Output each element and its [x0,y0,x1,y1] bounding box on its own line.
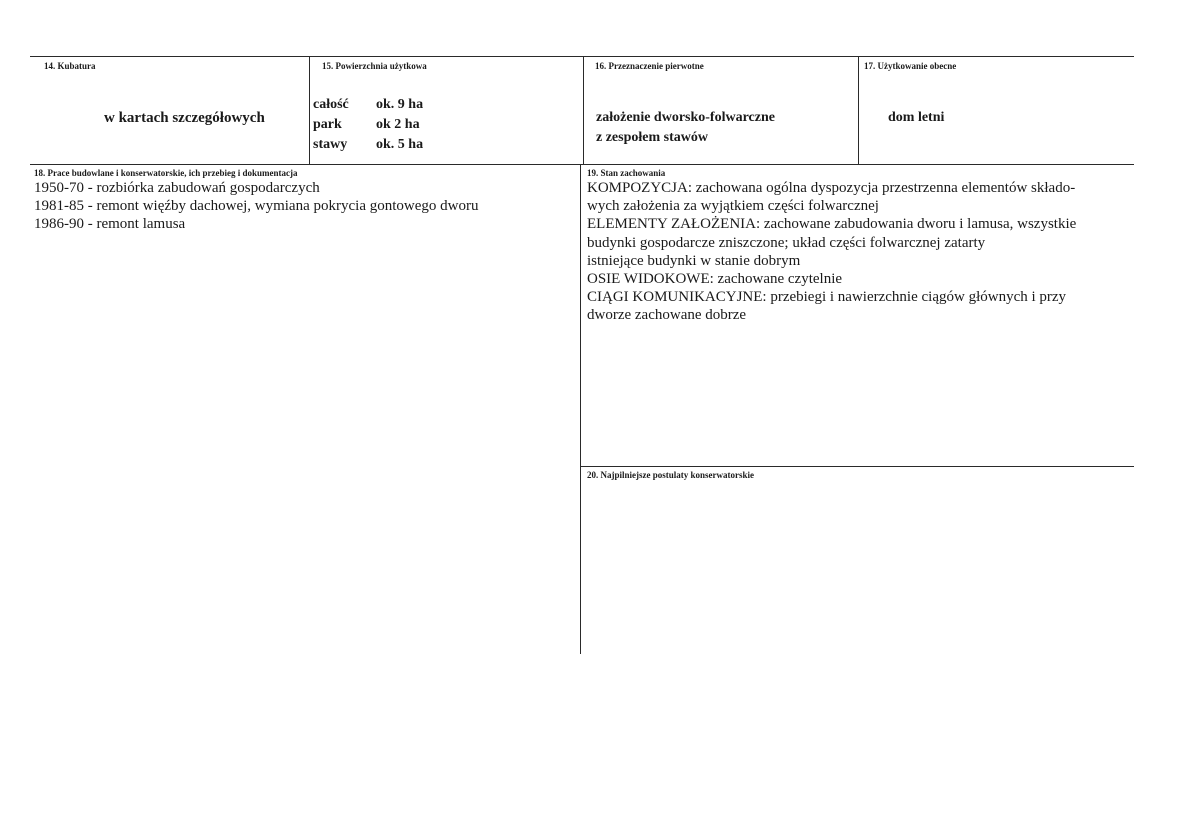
area-label: stawy [313,137,348,152]
kubatura-value: w kartach szczegółowych [104,110,265,126]
text-line: OSIE WIDOKOWE: zachowane czytelnie [587,270,843,287]
text-line: budynki gospodarcze zniszczone; układ części folwarcznej zatarty [587,234,986,251]
text-line: 1950-70 - rozbiórka zabudowań gospodarczych [34,180,320,196]
przeznaczenie-header: 16. Przeznaczenie pierwotne [595,61,704,71]
uzytkowanie-value: dom letni [888,110,945,125]
area-label: całość [313,97,349,112]
area-value: ok. 5 ha [376,137,424,152]
row1-top-rule [30,56,1134,57]
section18-header: 18. Prace budowlane i konserwatorskie, ich przebieg i dokumentacja [34,168,298,178]
section18-body [34,179,478,234]
section20-top-rule [580,466,1134,467]
col-divider-15 [309,56,310,165]
text-line: dworze zachowane dobrze [587,307,747,324]
area-value: ok 2 ha [376,117,420,132]
text-line: 1981-85 - remont więźby dachowej, wymiana pokrycia gontowego dworu [34,198,479,215]
section20-header: 20. Najpilniejsze postulaty konserwatorskie [587,470,754,480]
text-line: KOMPOZYCJA: zachowana ogólna dyspozycja przestrzenna elementów składo- [587,180,1076,196]
row1-bottom-rule [30,164,1134,165]
przeznaczenie-line: z zespołem stawów [596,130,708,145]
center-divider [580,164,581,654]
uzytkowanie-header: 17. Użytkowanie obecne [864,61,957,71]
przeznaczenie-line: założenie dworsko-folwarczne [596,110,775,125]
text-line: CIĄGI KOMUNIKACYJNE: przebiegi i nawierzchnie ciągów głównych i przy [587,289,1067,306]
kubatura-header: 14. Kubatura [44,61,96,71]
text-line: wych założenia za wyjątkiem części folwarcznej [587,198,879,215]
area-value: ok. 9 ha [376,97,424,112]
section19-body [587,179,1076,325]
col-divider-17 [858,56,859,165]
text-line: 1986-90 - remont lamusa [34,216,186,233]
area-label: park [313,117,342,132]
col-divider-16 [583,56,584,165]
text-line: istniejące budynki w stanie dobrym [587,252,801,269]
text-line: ELEMENTY ZAŁOŻENIA: zachowane zabudowania dworu i lamusa, wszystkie [587,216,1077,233]
section19-header: 19. Stan zachowania [587,168,666,178]
powierzchnia-header: 15. Powierzchnia użytkowa [322,61,427,71]
